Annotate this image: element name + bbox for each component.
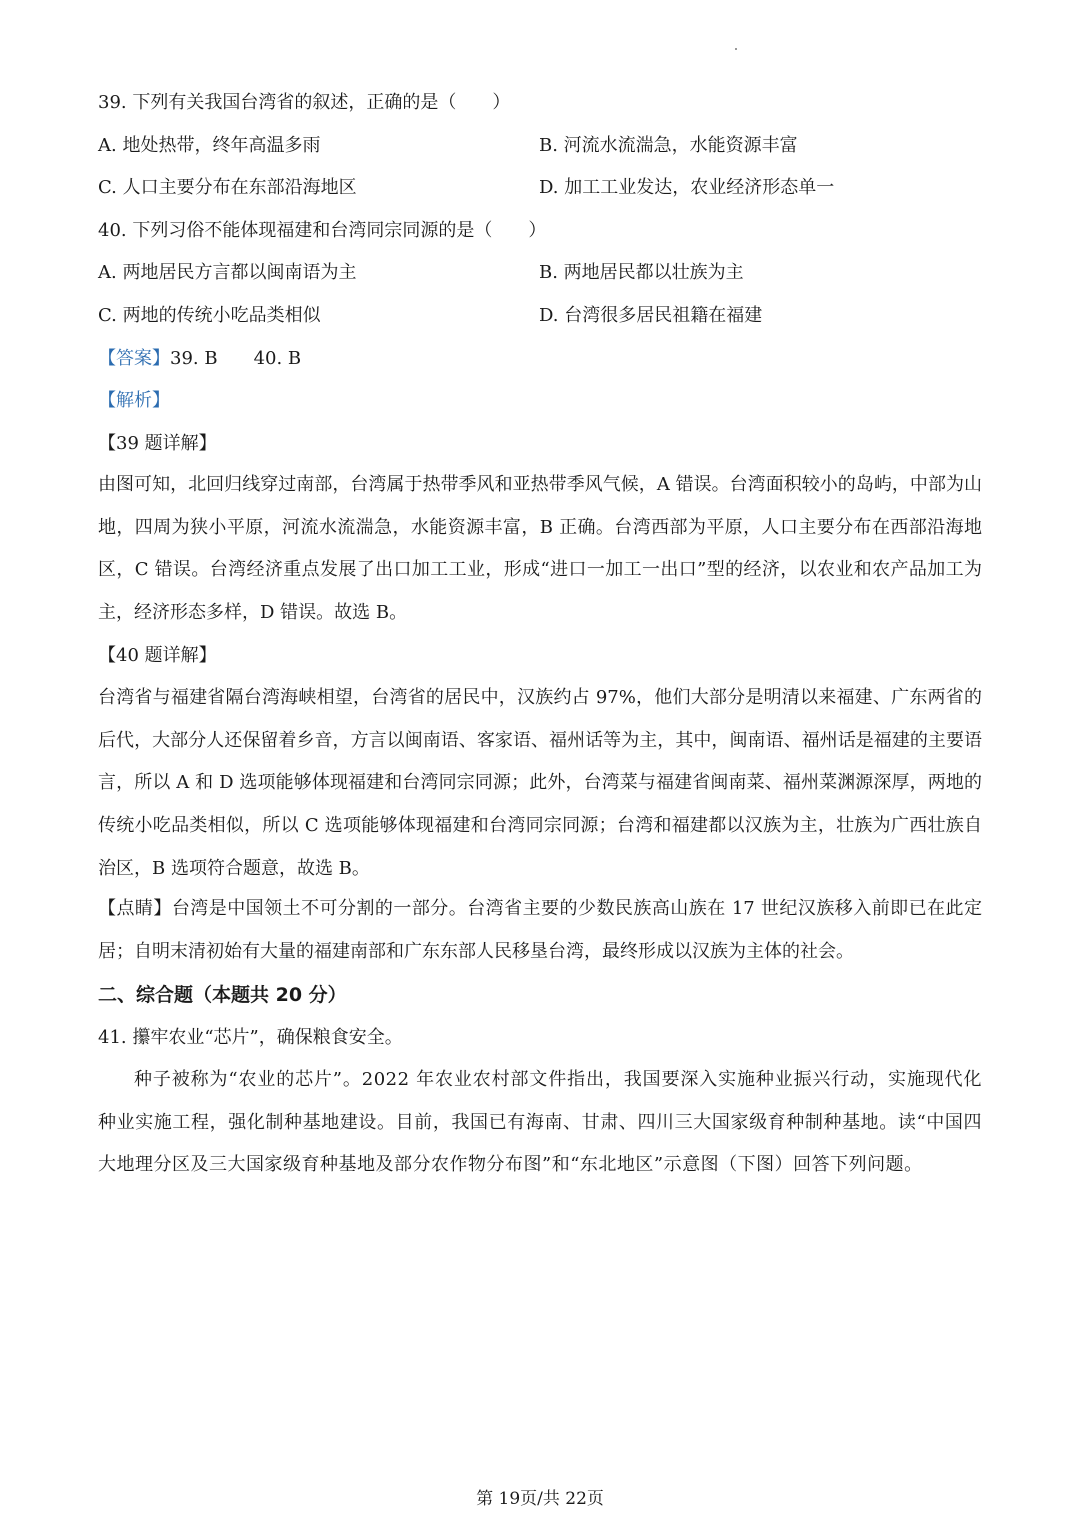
detail40-body: 台湾省与福建省隔台湾海峡相望，台湾省的居民中，汉族约占 97%，他们大部分是明清以来福建、广东两省的后代，大部分人还保留着乡音，方言以闽南语、客家语、福州话等为主，其中，闽南语、福州话是福建的主要语言，所以 A 和 D 选项能够体现福建和台湾同宗同源；此外，台湾菜与福建省闽南菜、福州菜渊源深厚，两地的传统小吃品类相似，所以 C 选项能够体现福建和台湾同宗同源；台湾和福建都以汉族为主，壮族为广西壮族自治区，B 选项符合题意，故选 B。 — [98, 687, 982, 879]
q40-option-c: C. 两地的传统小吃品类相似 — [98, 305, 321, 326]
detail39-body: 由图可知，北回归线穿过南部，台湾属于热带季风和亚热带季风气候，A 错误。台湾面积较小的岛屿，中部为山地，四周为狭小平原，河流水流湍急，水能资源丰富，B 正确。台湾西部为平原，人口主要分布在西部沿海地区，C 错误。台湾经济重点发展了出口加工工业，形成“进口一加工一出口”型的经济，以农业和农产品加工为主，经济形态多样，D 错误。故选 B。 — [98, 474, 982, 624]
scan-dot — [735, 48, 737, 50]
q39-option-a: A. 地处热带，终年高温多雨 — [98, 135, 321, 156]
tip-paragraph — [98, 888, 982, 973]
analysis-label — [98, 390, 170, 412]
q40-option-a: A. 两地居民方言都以闽南语为主 — [98, 262, 357, 283]
q39-option-c: C. 人口主要分布在东部沿海地区 — [98, 177, 357, 198]
q41-stem: 41. 攥牢农业“芯片”，确保粮食安全。 — [98, 1027, 403, 1048]
answer-line — [98, 348, 301, 370]
q40-option-d: D. 台湾很多居民祖籍在福建 — [539, 305, 763, 326]
q39-option-d: D. 加工工业发达，农业经济形态单一 — [539, 177, 835, 198]
page-footer: 第 19页/共 22页 — [476, 1489, 604, 1509]
tip-body: 台湾是中国领土不可分割的一部分。台湾省主要的少数民族高山族在 17 世纪汉族移入前即已在此定居；自明末清初始有大量的福建南部和广东东部人民移垦台湾，最终形成以汉族为主体的社会。 — [98, 898, 983, 962]
section2-title: 二、综合题（本题共 20 分） — [98, 984, 347, 1006]
analysis-tag: 【解析】 — [98, 390, 170, 411]
answer-label: 【答案】 — [98, 348, 170, 369]
q40-stem: 40. 下列习俗不能体现福建和台湾同宗同源的是（ ） — [98, 220, 547, 241]
q41-material: 种子被称为“农业的芯片”。2022 年农业农村部文件指出，我国要深入实施种业振兴行动，实施现代化种业实施工程，强化制种基地建设。目前，我国已有海南、甘肃、四川三大国家级育种制种基地。读“中国四大地理分区及三大国家级育种基地及部分农作物分布图”和“东北地区”示意图（下图）回答下列问题。 — [98, 1069, 982, 1176]
q39-stem: 39. 下列有关我国台湾省的叙述，正确的是（ ） — [98, 92, 511, 113]
q40-option-b: B. 两地居民都以壮族为主 — [539, 262, 744, 283]
detail39-title: 【39 题详解】 — [98, 433, 217, 454]
tip-label: 【点睛】 — [98, 898, 172, 919]
detail40-title: 【40 题详解】 — [98, 645, 217, 666]
q39-option-b: B. 河流水流湍急，水能资源丰富 — [539, 135, 798, 156]
answer-text: 39. B 40. B — [170, 348, 302, 369]
